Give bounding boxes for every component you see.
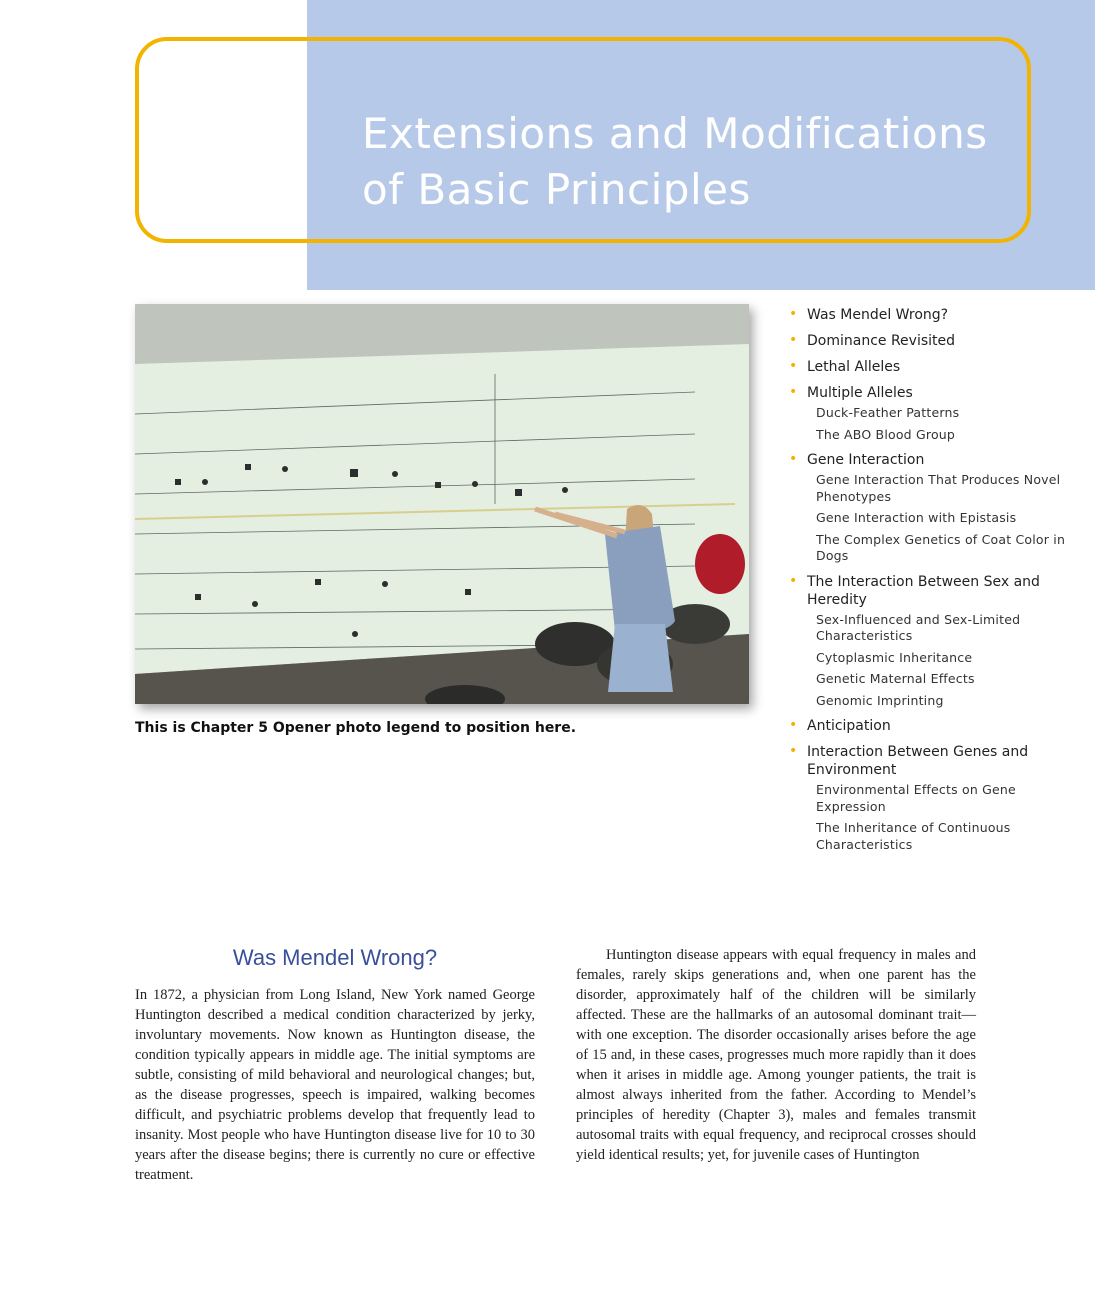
outline-item [789, 384, 1079, 443]
outline-subitem: Cytoplasmic Inheritance [816, 649, 973, 665]
chapter-title-line-1: Extensions and Modifications [362, 109, 988, 158]
outline-item-label: Gene Interaction [807, 452, 925, 468]
outline-item [789, 358, 1079, 376]
outline-subitem: Sex-Influenced and Sex-Limited Characteristics [816, 611, 1021, 643]
chapter-title [362, 106, 1042, 218]
chapter-title-line-2: of Basic Principles [362, 165, 751, 214]
outline-item [789, 451, 1079, 565]
outline-subitem: The Complex Genetics of Coat Color in Dogs [816, 531, 1066, 563]
section-heading: Was Mendel Wrong? [232, 945, 438, 970]
outline-subitem: Genomic Imprinting [816, 692, 944, 708]
body-paragraph-right: Huntington disease appears with equal frequency in males and females, rarely skips generations and, when one parent has the disorder, approximately half of the children will be similarly affected. These are the hallmarks of an autosomal dominant trait—with one exception. The disorder occasionally arises before the age of 15 and, in these cases, progresses much more rapidly than it does when it arises in middle age. Among younger patients, the trait is almost always inherited from the father. According to Mendel’s principles of heredity (Chapter 3), males and females transmit autosomal traits with equal frequency, and reciprocal crosses should yield identical results; yet, for juvenile cases of Huntington [576, 947, 976, 1163]
outline-item [789, 306, 1079, 324]
outline-subitem: Genetic Maternal Effects [816, 671, 975, 686]
outline-subitem: Environmental Effects on Gene Expression [816, 782, 1016, 814]
pedigree-wall-illustration [135, 304, 749, 704]
photo-caption: This is Chapter 5 Opener photo legend to position here. [135, 720, 577, 736]
outline-item-label: Anticipation [807, 718, 891, 734]
outline-subitem: Gene Interaction That Produces Novel Phenotypes [816, 472, 1061, 504]
outline-item [789, 332, 1079, 350]
chapter-opener-photo [135, 304, 749, 704]
outline-item-label: Multiple Alleles [807, 385, 913, 401]
chapter-outline [789, 306, 1079, 861]
outline-item-label: Lethal Alleles [807, 359, 901, 375]
outline-subitem: Gene Interaction with Epistasis [816, 510, 1017, 525]
outline-item-label: The Interaction Between Sex and Heredity [807, 573, 1040, 608]
red-chair [695, 534, 745, 594]
body-paragraph-left: In 1872, a physician from Long Island, New York named George Huntington described a medical condition characterized by jerky, involuntary movements. Now known as Huntington disease, the condition typically appears in middle age. The initial symptoms are subtle, consisting of mild behavioral and neurological changes; but, as the disease progresses, speech is impaired, walking becomes difficult, and psychiatric problems develop that frequently lead to insanity. Most people who have Huntington disease live for 10 to 30 years after the disease begins; there is currently no cure or effective treatment. [135, 987, 535, 1183]
outline-item [789, 573, 1079, 710]
outline-item [789, 743, 1079, 853]
outline-subitem: The ABO Blood Group [816, 426, 956, 442]
outline-subitem: Duck-Feather Patterns [816, 405, 960, 420]
outline-item-label: Dominance Revisited [807, 333, 956, 349]
outline-item-label: Was Mendel Wrong? [807, 307, 949, 323]
outline-item-label: Interaction Between Genes and Environment [807, 744, 1029, 778]
outline-subitem: The Inheritance of Continuous Characteristics [816, 820, 1011, 852]
outline-item [789, 717, 1079, 735]
